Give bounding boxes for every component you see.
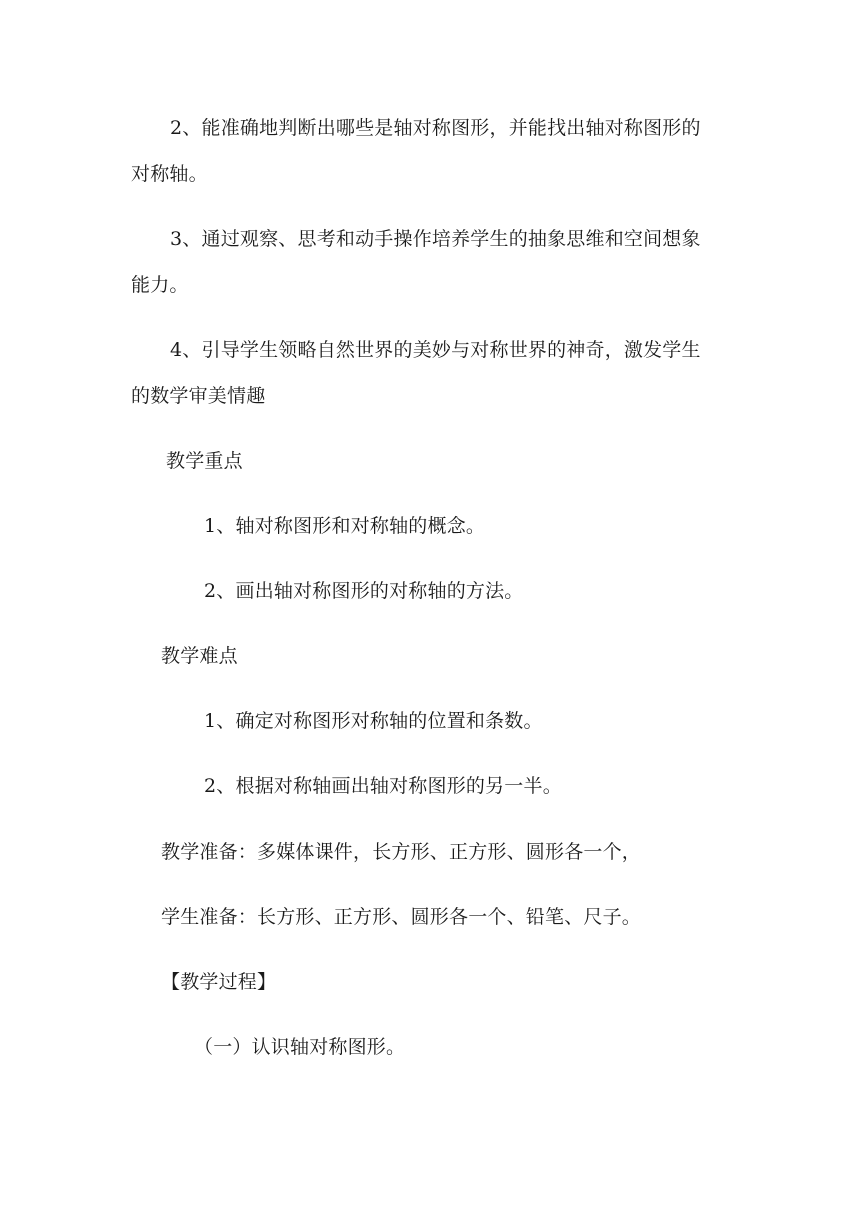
objective-4-line-1: 4、引导学生领略自然世界的美妙与对称世界的神奇，激发学生 bbox=[170, 339, 701, 361]
objective-4-line-2: 的数学审美情趣 bbox=[131, 385, 266, 407]
objective-3-line-2: 能力。 bbox=[131, 274, 189, 296]
objective-2-line-2: 对称轴。 bbox=[131, 163, 208, 185]
objective-2-line-1: 2、能准确地判断出哪些是轴对称图形，并能找出轴对称图形的 bbox=[170, 117, 701, 139]
difficulty-2: 2、根据对称轴画出轴对称图形的另一半。 bbox=[204, 775, 562, 797]
difficulties-heading: 教学难点 bbox=[161, 645, 238, 667]
objective-3-line-1: 3、通过观察、思考和动手操作培养学生的抽象思维和空间想象 bbox=[170, 228, 701, 250]
key-point-2: 2、画出轴对称图形的对称轴的方法。 bbox=[204, 580, 524, 602]
student-prep: 学生准备：长方形、正方形、圆形各一个、铅笔、尺子。 bbox=[161, 906, 642, 928]
teacher-prep: 教学准备：多媒体课件，长方形、正方形、圆形各一个， bbox=[161, 841, 642, 863]
key-point-1: 1、轴对称图形和对称轴的概念。 bbox=[204, 515, 486, 537]
key-points-heading: 教学重点 bbox=[166, 450, 243, 472]
difficulty-1: 1、确定对称图形对称轴的位置和条数。 bbox=[204, 710, 543, 732]
section-one-heading: （一）认识轴对称图形。 bbox=[194, 1036, 406, 1058]
process-heading: 【教学过程】 bbox=[161, 971, 277, 993]
